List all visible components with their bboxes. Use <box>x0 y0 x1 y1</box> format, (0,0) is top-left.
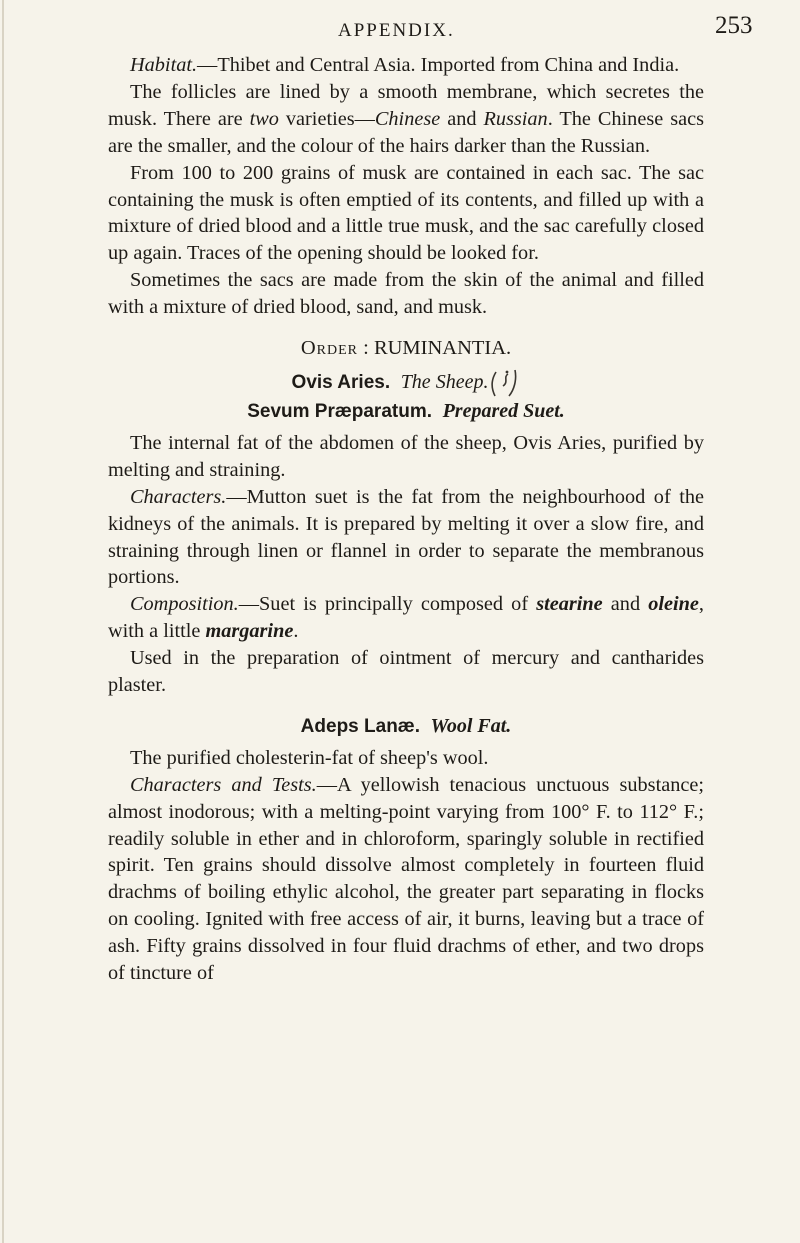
tests-label: Characters and Tests. <box>130 773 317 796</box>
page-header <box>0 10 800 50</box>
handwritten-mark-icon <box>488 368 520 398</box>
follicles-text-1: The follicles are lined by a smooth membrane, which secretes the musk. There are <box>108 80 704 130</box>
page-gutter-edge <box>2 0 4 1243</box>
habitat-paragraph <box>108 52 704 79</box>
follicles-text-4: . The Chinese sacs are the smaller, and the colour of the hairs darker than the Russian. <box>108 107 704 157</box>
characters-text: —Mutton suet is the fat from the neighbourhood of the kidneys of the animals. It is prepared by melting it over a slow fire, and straining through linen or flannel in order to separate the membranous portions. <box>108 485 704 589</box>
follicles-two: two <box>249 107 279 130</box>
running-head: APPENDIX. <box>338 20 455 41</box>
composition-margarine: margarine <box>205 620 294 643</box>
habitat-text: —Thibet and Central Asia. Imported from China and India. <box>197 54 680 76</box>
page-number: 253 <box>715 12 753 39</box>
characters-paragraph <box>108 484 704 592</box>
habitat-label: Habitat. <box>130 54 198 76</box>
ovis-heading <box>108 368 704 398</box>
adeps-description: The purified cholesterin-fat of sheep's wool. <box>130 746 489 769</box>
follicles-text-3: and <box>440 107 484 130</box>
ovis-name: Ovis Aries. <box>291 371 391 393</box>
sevum-heading <box>108 398 704 426</box>
tests-paragraph <box>108 772 704 987</box>
adeps-name: Adeps Lanæ. <box>300 715 420 737</box>
tests-text: —A yellowish tenacious unctuous substance; almost inodorous; with a melting-point varying from 100° F. to 112° F.; readily soluble in ether and in chloroform, sparingly soluble in rectified spirit. Ten grains should dissolve almost completely in fourteen fluid drachms of boiling ethylic alcohol, the greater part separating in flocks on cooling. Ignited with free access of air, it burns, leaving but a trace of ash. Fifty grains dissolved in four fluid drachms of ether, and two drops of tincture of <box>108 773 704 985</box>
composition-text-1: —Suet is principally composed of <box>238 593 537 616</box>
used-paragraph: Used in the preparation of ointment of mercury and cantharides plaster. <box>108 647 704 697</box>
sevum-common-name: Prepared Suet. <box>442 399 565 422</box>
composition-stearine: stearine <box>536 593 603 616</box>
composition-text-4: . <box>293 620 299 643</box>
sevum-description: The internal fat of the abdomen of the sheep, Ovis Aries, purified by melting and straining. <box>108 431 704 481</box>
grains-paragraph: From 100 to 200 grains of musk are contained in each sac. The sac containing the musk is often emptied of its contents, and filled up with a mixture of dried blood and a little true musk, and the sac carefully closed up again. Traces of the opening should be looked for. <box>108 161 704 265</box>
ovis-common-name: The Sheep. <box>400 370 489 393</box>
sometimes-paragraph: Sometimes the sacs are made from the skin of the animal and filled with a mixture of dried blood, sand, and musk. <box>108 269 704 319</box>
composition-text-2: and <box>602 593 649 616</box>
characters-label: Characters. <box>130 485 227 508</box>
order-separator: : <box>357 337 374 360</box>
composition-label: Composition. <box>130 593 239 616</box>
order-name: RUMINANTIA. <box>373 337 512 360</box>
composition-oleine: oleine <box>648 593 699 616</box>
follicles-text-2: varieties— <box>278 107 375 130</box>
sevum-name: Sevum Præparatum. <box>247 400 432 422</box>
composition-text-3: , with a little <box>108 593 704 643</box>
follicles-russian: Russian <box>483 107 548 130</box>
order-label: Order <box>300 337 358 360</box>
order-heading <box>108 335 704 362</box>
page-body <box>108 52 704 987</box>
adeps-common-name: Wool Fat. <box>430 714 512 737</box>
composition-paragraph <box>108 591 704 645</box>
adeps-heading <box>108 713 704 741</box>
follicles-paragraph <box>108 79 704 160</box>
follicles-chinese: Chinese <box>374 107 441 130</box>
